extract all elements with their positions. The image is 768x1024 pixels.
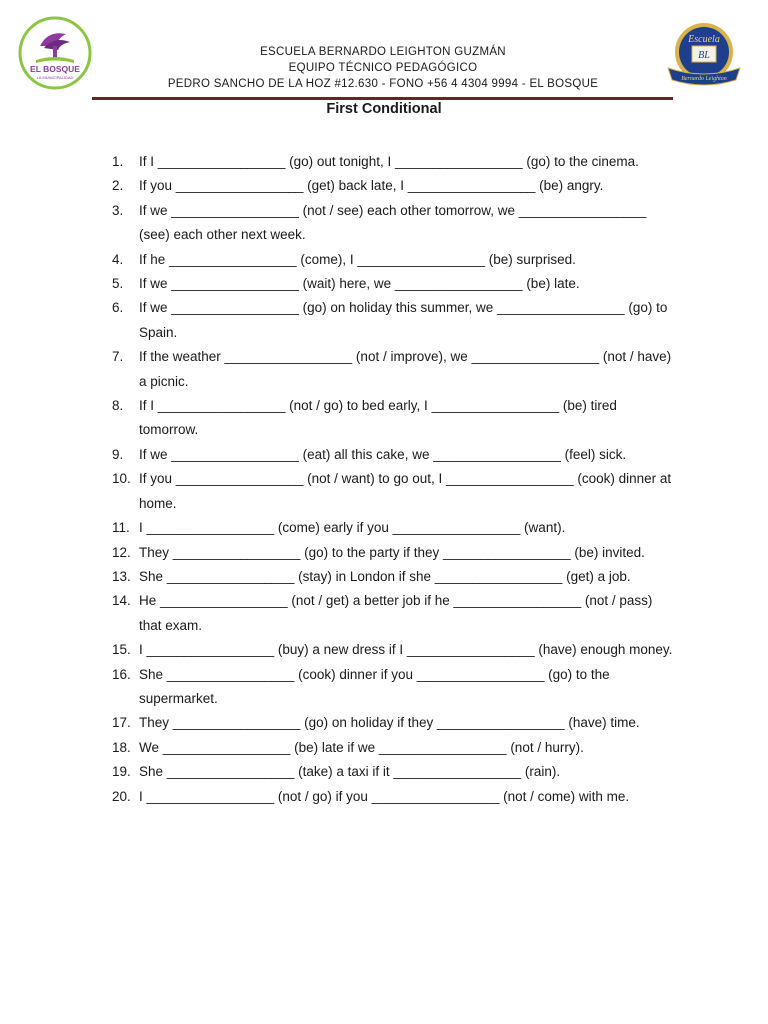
exercise-item xyxy=(112,150,674,174)
exercise-text: I _________________ (not / go) if you _________________ (not / come) with me. xyxy=(139,788,630,804)
exercise-text: If I _________________ (go) out tonight, I _________________ (go) to the cinema. xyxy=(139,154,639,169)
exercise-text: If you _________________ (not / want) to go out, I _________________ (cook) dinner at home. xyxy=(139,471,672,511)
page-title: First Conditional xyxy=(326,101,442,117)
svg-text:Escuela: Escuela xyxy=(688,34,720,45)
exercise-text: If we _________________ (wait) here, we _________________ (be) late. xyxy=(139,276,580,292)
school-address: PEDRO SANCHO DE LA HOZ #12.630 - FONO +56 4 4304 9994 - EL BOSQUE xyxy=(167,78,599,90)
svg-text:LA MUNICIPALIDAD: LA MUNICIPALIDAD xyxy=(36,75,74,80)
exercise-number: 9. xyxy=(112,446,124,462)
exercise-item xyxy=(112,443,674,467)
exercise-number: 5. xyxy=(112,276,124,292)
exercise-number: 14. xyxy=(112,593,131,609)
exercise-item xyxy=(112,174,674,198)
svg-text:Bernardo Leighton: Bernardo Leighton xyxy=(681,76,727,82)
exercise-text: If I _________________ (not / go) to bed early, I _________________ (be) tired tomorrow. xyxy=(139,398,617,438)
exercise-item xyxy=(112,516,674,540)
exercise-text: If he _________________ (come), I _________________ (be) surprised. xyxy=(139,251,576,267)
svg-text:EL BOSQUE: EL BOSQUE xyxy=(30,64,80,74)
school-header xyxy=(100,44,666,92)
exercise-text: If the weather _________________ (not / improve), we _________________ (not / have) a picnic. xyxy=(139,349,672,389)
exercise-text: She _________________ (stay) in London if she _________________ (get) a job. xyxy=(139,568,631,584)
exercise-item xyxy=(112,638,674,662)
header-divider xyxy=(92,97,673,100)
exercise-text: He _________________ (not / get) a better job if he _________________ (not / pass) that exam. xyxy=(139,593,653,633)
exercise-number: 12. xyxy=(112,544,131,560)
exercise-text: I _________________ (buy) a new dress if I _________________ (have) enough money. xyxy=(139,642,673,658)
exercise-item xyxy=(112,248,674,272)
exercise-number: 19. xyxy=(112,764,131,780)
exercise-number: 8. xyxy=(112,398,124,414)
exercise-text: They _________________ (go) to the party if they _________________ (be) invited. xyxy=(139,544,645,560)
exercise-item xyxy=(112,272,674,296)
exercise-number: 7. xyxy=(112,349,124,365)
exercise-number: 1. xyxy=(112,154,124,169)
exercise-item xyxy=(112,711,674,735)
exercise-number: 13. xyxy=(112,568,131,584)
exercise-text: They _________________ (go) on holiday if they _________________ (have) time. xyxy=(139,715,640,731)
exercise-item xyxy=(112,785,674,809)
exercise-number: 18. xyxy=(112,739,131,755)
exercise-number: 4. xyxy=(112,251,124,267)
exercise-text: If we _________________ (go) on holiday this summer, we _________________ (go) to Spain. xyxy=(139,300,668,340)
exercise-item xyxy=(112,589,674,638)
exercise-text: If we _________________ (eat) all this cake, we _________________ (feel) sick. xyxy=(139,446,627,462)
exercise-item xyxy=(112,467,674,516)
exercise-number: 16. xyxy=(112,666,131,682)
svg-text:BL: BL xyxy=(698,50,710,61)
exercise-number: 2. xyxy=(112,178,124,194)
exercise-item xyxy=(112,736,674,760)
exercise-text: She _________________ (cook) dinner if you _________________ (go) to the supermarket. xyxy=(139,666,610,706)
exercise-number: 17. xyxy=(112,715,131,731)
exercise-text: I _________________ (come) early if you _________________ (want). xyxy=(139,520,566,536)
exercise-item xyxy=(112,760,674,784)
exercise-item xyxy=(112,199,674,248)
exercise-text: We _________________ (be) late if we _________________ (not / hurry). xyxy=(139,739,584,755)
exercise-item xyxy=(112,565,674,589)
exercise-item xyxy=(112,394,674,443)
school-name: ESCUELA BERNARDO LEIGHTON GUZMÁN xyxy=(260,46,506,58)
exercise-item xyxy=(112,345,674,394)
exercise-item xyxy=(112,541,674,565)
exercise-text: She _________________ (take) a taxi if it _________________ (rain). xyxy=(139,764,561,780)
exercise-number: 20. xyxy=(112,788,131,804)
team-name: EQUIPO TÉCNICO PEDAGÓGICO xyxy=(288,62,478,74)
exercise-item xyxy=(112,296,674,345)
school-crest-logo xyxy=(664,20,744,90)
exercise-number: 6. xyxy=(112,300,124,316)
exercise-number: 10. xyxy=(112,471,131,487)
exercise-text: If you _________________ (get) back late, I _________________ (be) angry. xyxy=(139,178,604,194)
exercise-list xyxy=(112,150,674,809)
el-bosque-logo xyxy=(18,16,92,90)
exercise-item xyxy=(112,663,674,712)
exercise-number: 15. xyxy=(112,642,131,658)
exercise-text: If we _________________ (not / see) each other tomorrow, we _________________ (see) each other next week. xyxy=(139,202,647,243)
exercise-number: 3. xyxy=(112,202,124,218)
exercise-number: 11. xyxy=(112,520,130,536)
